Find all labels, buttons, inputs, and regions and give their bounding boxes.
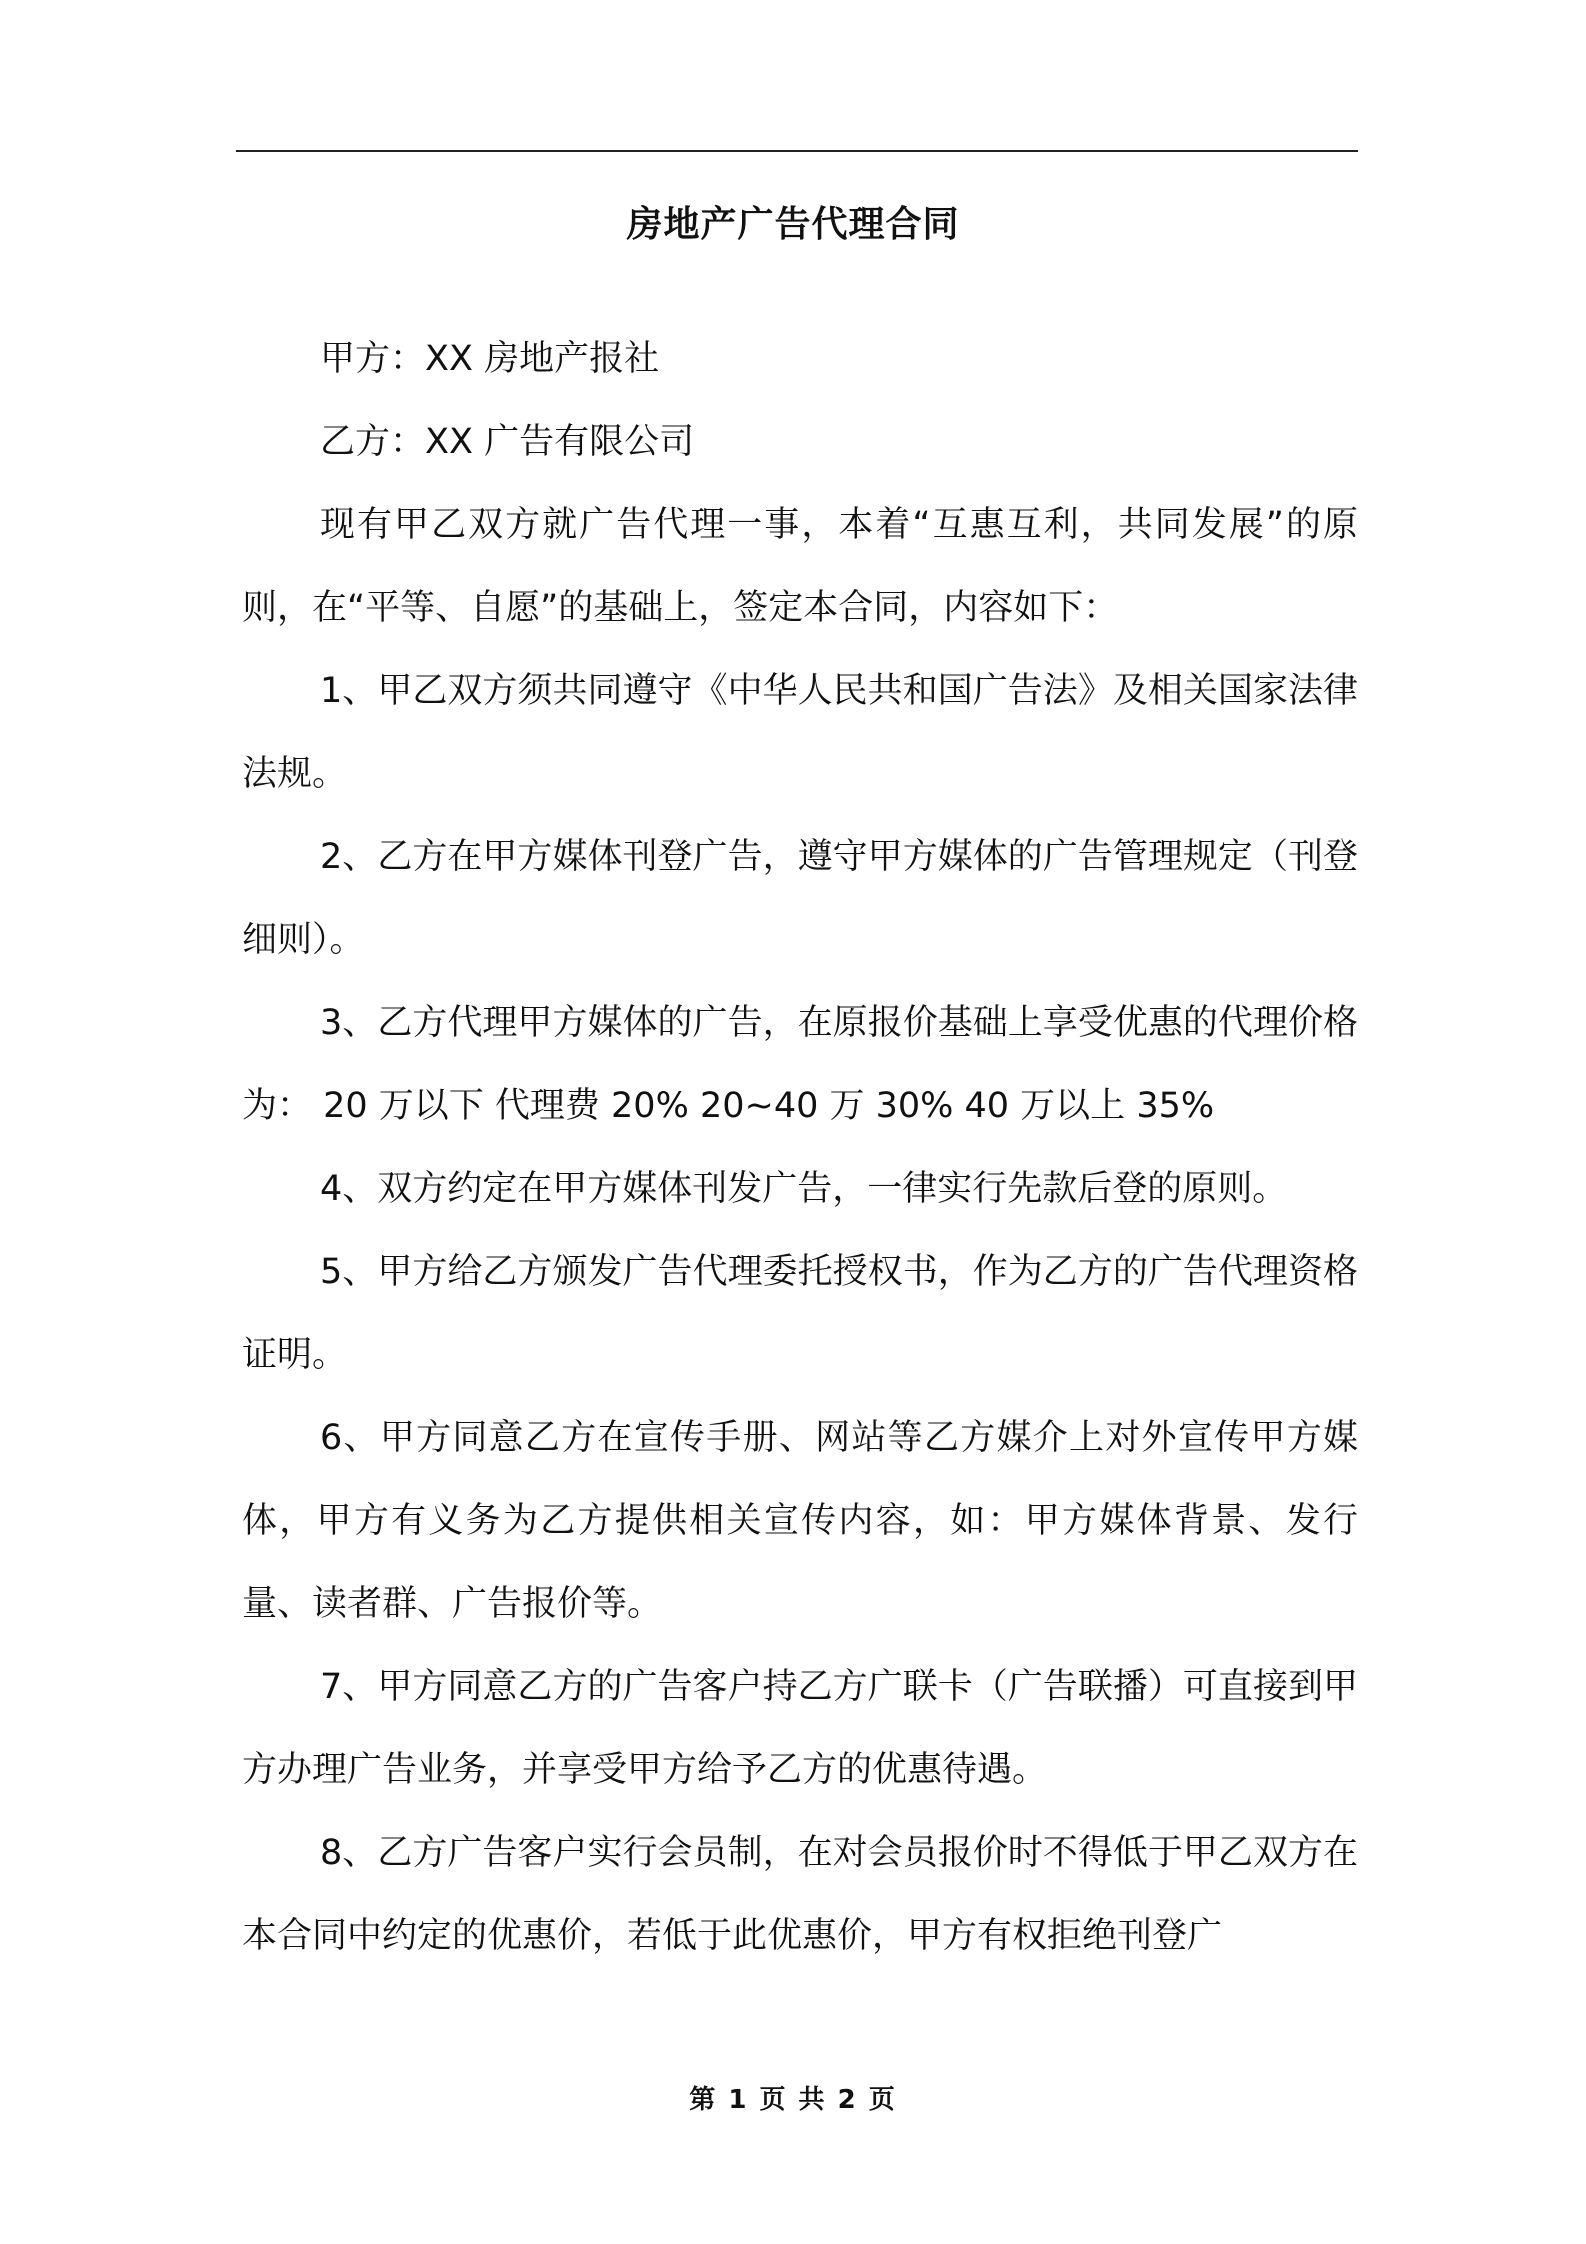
clause-4: 4、双方约定在甲方媒体刊发广告，一律实行先款后登的原则。	[320, 1169, 1288, 1209]
clause-1: 1、甲乙双方须共同遵守《中华人民共和国广告法》及相关国家法律法规。	[242, 671, 1358, 794]
clause-6: 6、甲方同意乙方在宣传手册、网站等乙方媒介上对外宣传甲方媒体，甲方有义务为乙方提供相关宣传内容，如：甲方媒体背景、发行量、读者群、广告报价等。	[242, 1418, 1358, 1624]
clause-2: 2、乙方在甲方媒体刊登广告，遵守甲方媒体的广告管理规定（刊登细则）。	[242, 837, 1358, 960]
clause-3: 3、乙方代理甲方媒体的广告，在原报价基础上享受优惠的代理价格为： 20 万以下 代理费 20% 20~40 万 30% 40 万以上 35%	[242, 1003, 1358, 1126]
document-body	[242, 318, 1358, 1978]
page-number-footer: 第 1 页 共 2 页	[689, 2085, 897, 2115]
document-title: 房地产广告代理合同	[626, 204, 960, 245]
header-rule	[236, 150, 1358, 152]
clause-5: 5、甲方给乙方颁发广告代理委托授权书，作为乙方的广告代理资格证明。	[242, 1252, 1358, 1375]
party-a-line: 甲方：XX 房地产报社	[320, 339, 660, 379]
party-b-line: 乙方：XX 广告有限公司	[320, 422, 695, 462]
clause-7: 7、甲方同意乙方的广告客户持乙方广联卡（广告联播）可直接到甲方办理广告业务，并享受甲方给予乙方的优惠待遇。	[242, 1667, 1358, 1790]
clause-8: 8、乙方广告客户实行会员制，在对会员报价时不得低于甲乙双方在本合同中约定的优惠价，若低于此优惠价，甲方有权拒绝刊登广	[242, 1833, 1358, 1956]
preamble-paragraph: 现有甲乙双方就广告代理一事，本着“互惠互利，共同发展”的原则，在“平等、自愿”的基础上，签定本合同，内容如下：	[242, 505, 1358, 628]
